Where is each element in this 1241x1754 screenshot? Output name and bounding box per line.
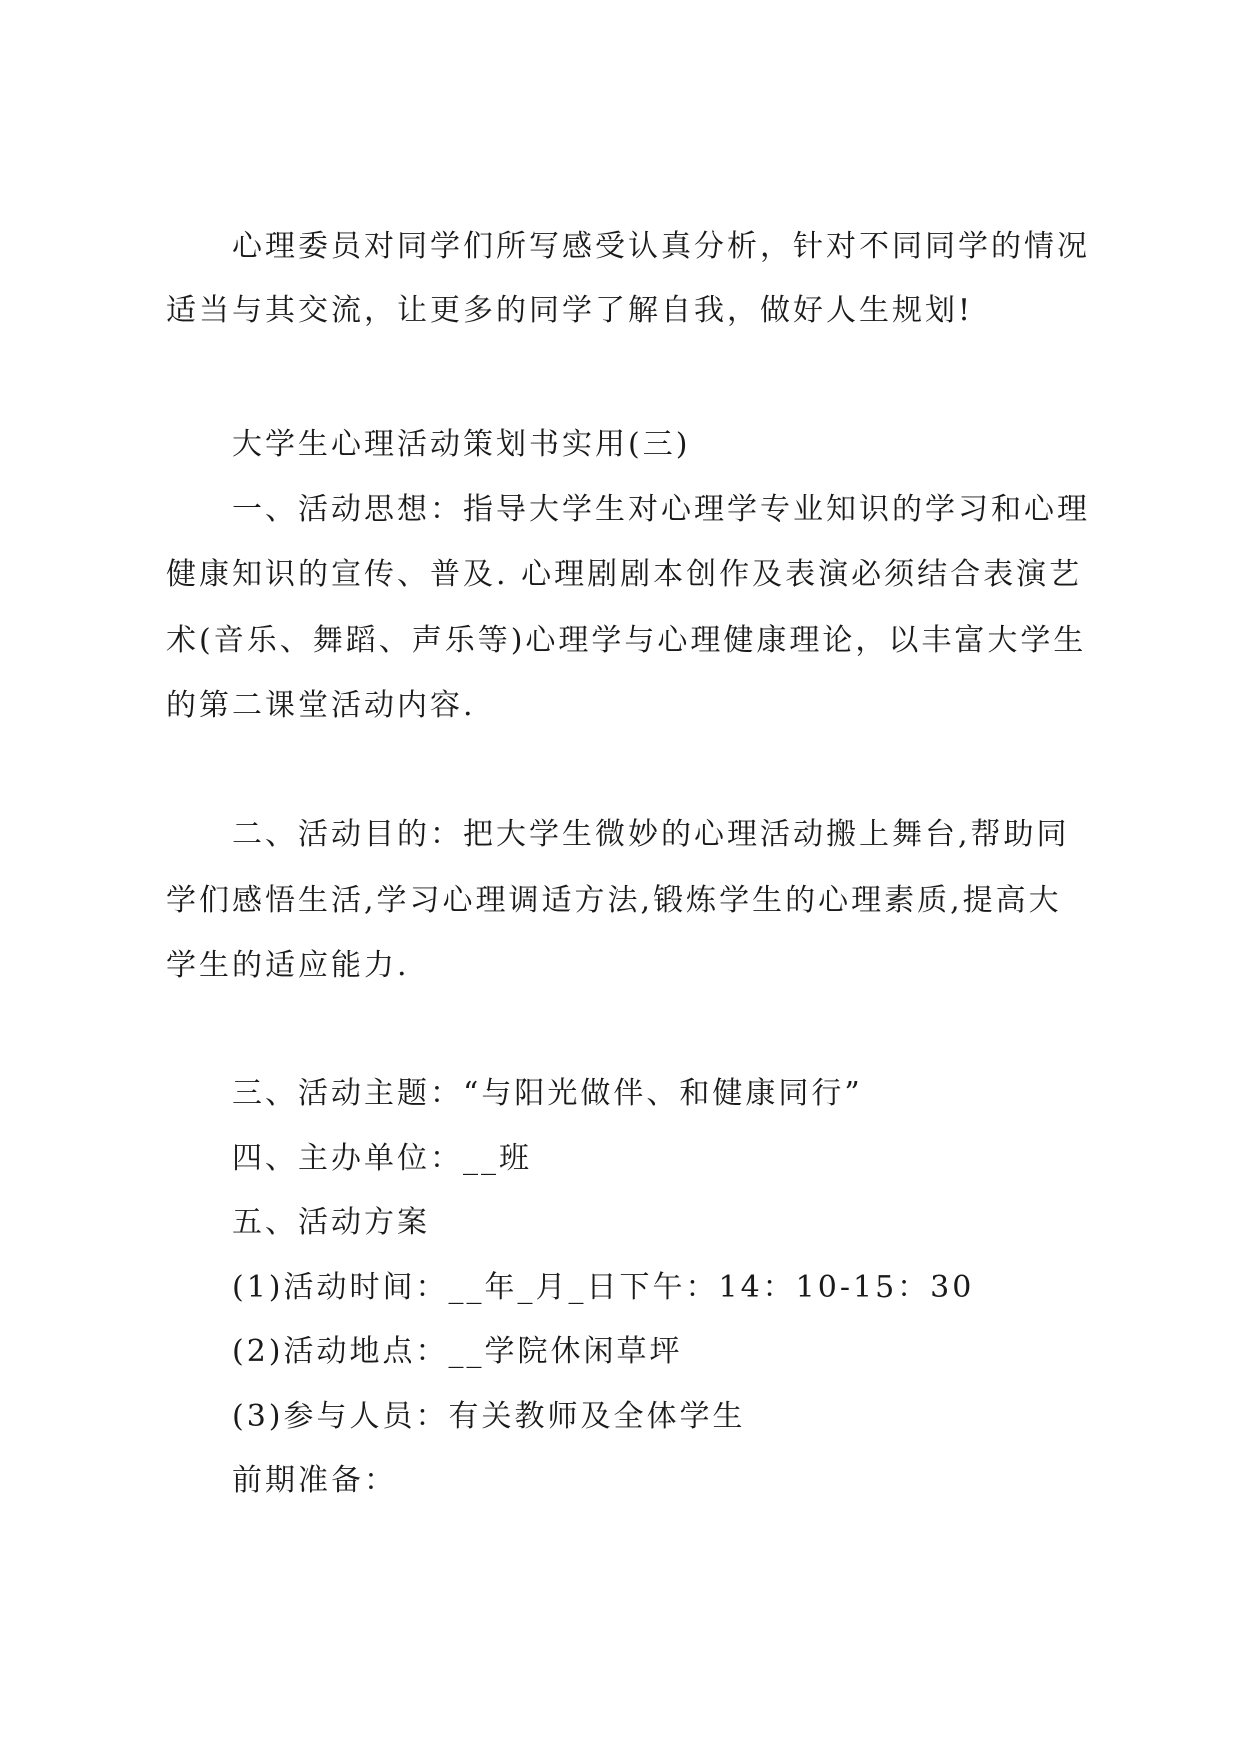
paragraph-line: 一、活动思想：指导大学生对心理学专业知识的学习和心理 xyxy=(232,492,1090,527)
paragraph-line: 的第二课堂活动内容. xyxy=(166,688,476,723)
paragraph-line: 学们感悟生活,学习心理调适方法,锻炼学生的心理素质,提高大 xyxy=(166,883,1062,918)
paragraph-line: 术(音乐、舞蹈、声乐等)心理学与心理健康理论，以丰富大学生 xyxy=(166,623,1087,658)
paragraph-line: 四、主办单位：__班 xyxy=(232,1141,532,1176)
paragraph-line: 学生的适应能力. xyxy=(166,948,410,983)
paragraph-line: 健康知识的宣传、普及. 心理剧剧本创作及表演必须结合表演艺 xyxy=(166,557,1083,592)
list-item: (2)活动地点：__学院休闲草坪 xyxy=(232,1334,683,1369)
section-title: 大学生心理活动策划书实用(三) xyxy=(232,427,691,462)
list-item: (3)参与人员：有关教师及全体学生 xyxy=(232,1399,746,1434)
paragraph-line: 二、活动目的：把大学生微妙的心理活动搬上舞台,帮助同 xyxy=(232,817,1070,852)
paragraph-line: 三、活动主题：“与阳光做伴、和健康同行” xyxy=(232,1076,863,1111)
paragraph-line: 心理委员对同学们所写感受认真分析，针对不同同学的情况 xyxy=(232,229,1090,264)
paragraph-line: 前期准备： xyxy=(232,1463,397,1498)
paragraph-line: 五、活动方案 xyxy=(232,1205,430,1240)
paragraph-line: 适当与其交流，让更多的同学了解自我，做好人生规划! xyxy=(166,293,974,328)
list-item: (1)活动时间：__年_月_日下午：14：10-15：30 xyxy=(232,1270,975,1305)
